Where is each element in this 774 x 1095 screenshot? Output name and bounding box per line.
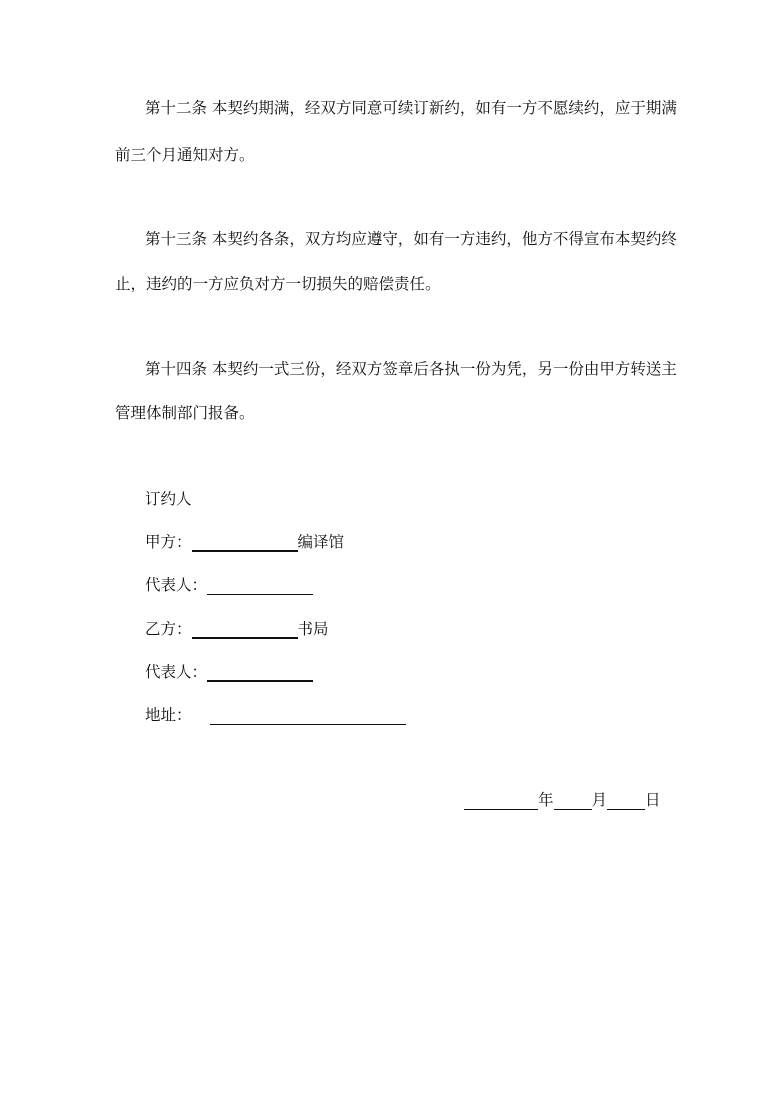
article-13-line-2: 止，违约的一方应负对方一切损失的赔偿责任。 [115, 275, 441, 293]
day-blank[interactable] [607, 793, 645, 810]
party-a-blank[interactable] [192, 534, 298, 552]
representative-b-row [145, 662, 313, 682]
year-label: 年 [538, 791, 554, 809]
representative-a-row [145, 575, 313, 595]
date-row [464, 790, 661, 810]
month-blank[interactable] [554, 793, 592, 810]
address-row [145, 705, 406, 725]
party-b-label: 乙方： [145, 620, 192, 638]
party-a-label: 甲方： [145, 533, 192, 551]
article-13-line-1: 第十三条 本契约各条，双方均应遵守，如有一方违约，他方不得宣布本契约终 [145, 230, 677, 248]
representative-b-label: 代表人： [145, 663, 208, 681]
party-a-row [145, 532, 344, 552]
party-b-blank[interactable] [192, 621, 298, 639]
representative-a-label: 代表人： [145, 576, 208, 594]
party-b-row [145, 619, 329, 639]
year-blank[interactable] [464, 793, 538, 810]
address-blank[interactable] [210, 708, 406, 725]
party-a-suffix: 编译馆 [297, 533, 345, 551]
representative-b-blank[interactable] [207, 664, 313, 682]
signatories-heading: 订约人 [145, 490, 192, 508]
month-label: 月 [591, 791, 608, 809]
article-12-line-2: 前三个月通知对方。 [115, 146, 255, 164]
address-label: 地址： [145, 706, 192, 724]
representative-a-blank[interactable] [207, 578, 313, 595]
day-label: 日 [645, 791, 661, 809]
article-14-line-2: 管理体制部门报备。 [115, 404, 255, 422]
party-b-suffix: 书局 [297, 620, 329, 638]
article-12-line-1: 第十二条 本契约期满，经双方同意可续订新约，如有一方不愿续约，应于期满 [145, 99, 677, 117]
article-14-line-1: 第十四条 本契约一式三份，经双方签章后各执一份为凭，另一份由甲方转送主 [145, 360, 677, 378]
